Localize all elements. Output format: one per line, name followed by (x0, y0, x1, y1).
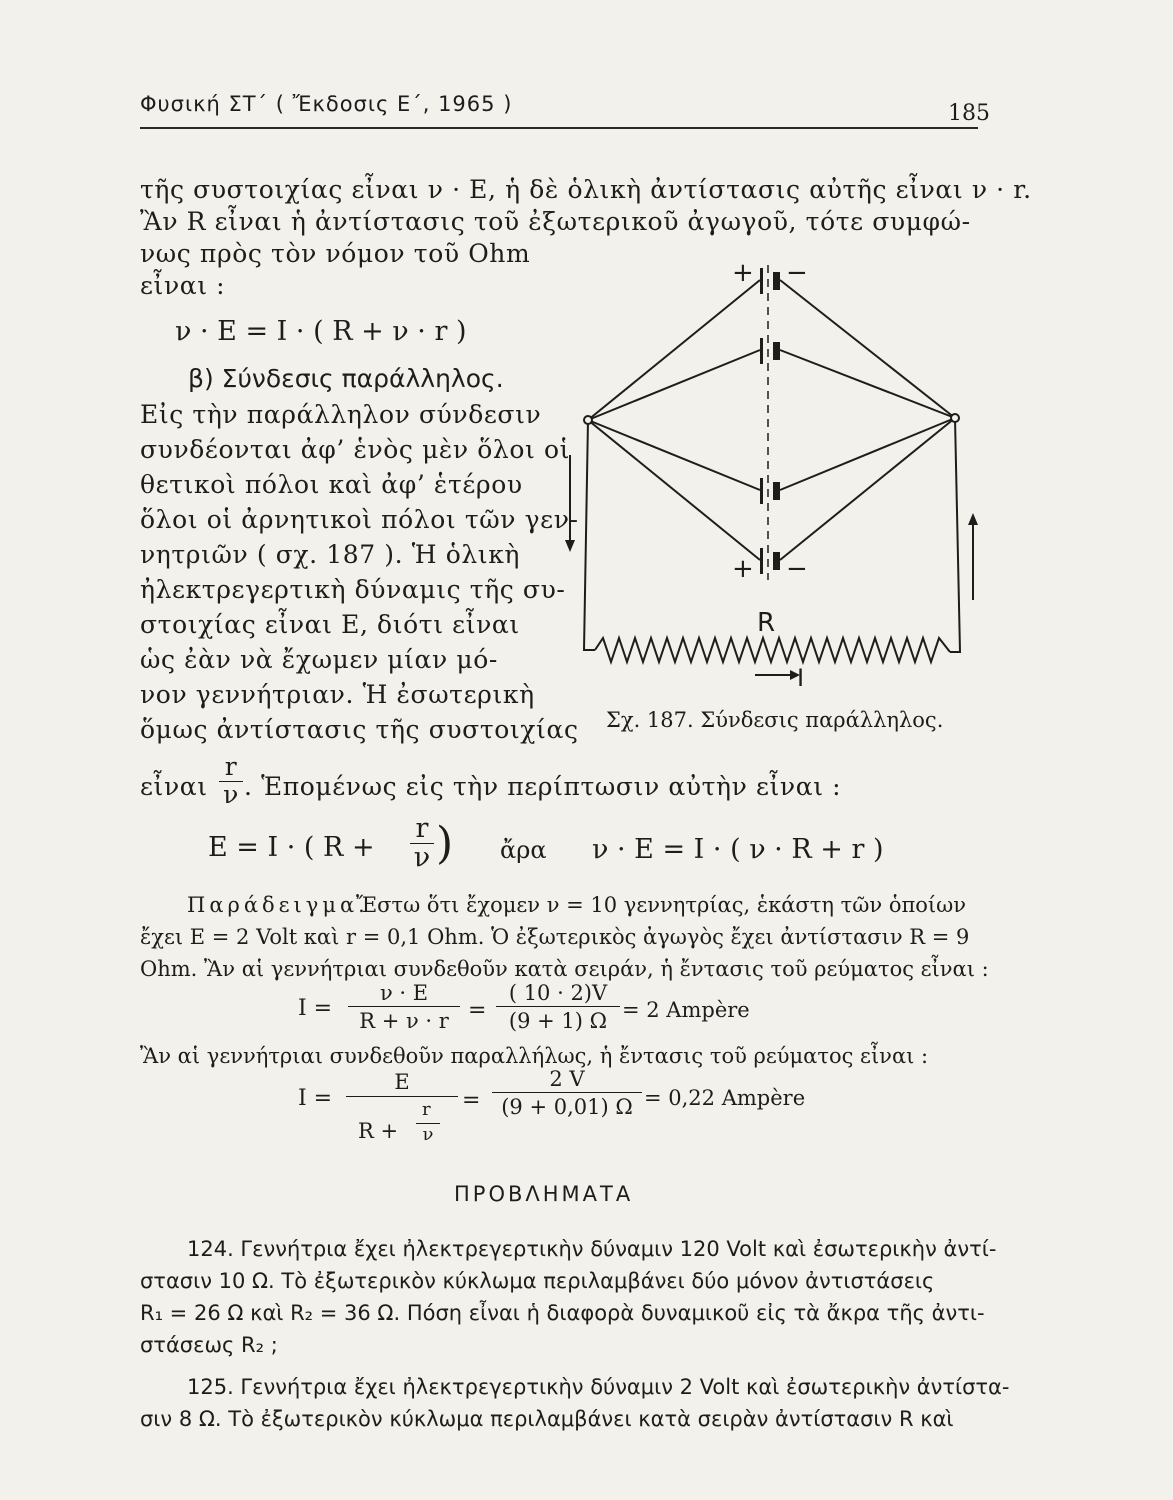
parallel-line: νητριῶν ( σχ. 187 ). Ἡ ὁλικὴ (140, 540, 521, 569)
parallel-line: ὡς ἐὰν νὰ ἔχωμεν μίαν μό- (140, 645, 498, 674)
problem-124-line: στασιν 10 Ω. Τὸ ἐξωτερικὸν κύκλωμα περιλαμβάνει δύο μόνον ἀντιστάσεις (140, 1269, 935, 1293)
running-header: Φυσική ΣΤ΄ ( Ἔκδοσις Ε΄, 1965 ) (140, 92, 513, 116)
fraction-r-over-nu: $\frac{r}{\nu}$ (219, 752, 243, 808)
parallel-line: ὅμως ἀντίστασις τῆς συστοιχίας (140, 715, 579, 744)
problem-125-line: 125. Γεννήτρια ἔχει ἠλεκτρεγερτικὴν δύναμιν 2 Volt καὶ ἐσωτερικὴν ἀντίστα- (187, 1375, 1010, 1399)
parallel-line: ἠλεκτρεγερτικὴ δύναμις τῆς συ- (140, 575, 566, 604)
equation-word-ara: ἄρα (500, 836, 547, 864)
example-line-3: Ohm. Ἂν αἱ γεννήτριαι συνδεθοῦν κατὰ σειράν, ἡ ἔντασις τοῦ ρεύματος εἶναι : (140, 957, 989, 981)
parallel-line: στοιχίας εἶναι Ε, διότι εἶναι (140, 610, 520, 639)
current-label: I (797, 664, 805, 692)
plus-sign-bottom: + (732, 554, 754, 584)
eq1-result: = 2 Ampère (622, 998, 750, 1022)
eq2-result: = 0,22 Ampère (644, 1086, 806, 1110)
eq1-fraction-1: $\frac{\nu \cdot E}{R + \nu \cdot r}$ (348, 980, 460, 1035)
equation-parallel-paren: ) (436, 818, 454, 869)
parallel-line: νον γεννήτριαν. Ἡ ἐσωτερικὴ (140, 680, 535, 709)
problem-124-line: 124. Γεννήτρια ἔχει ἠλεκτρεγερτικὴν δύναμιν 120 Volt καὶ ἐσωτερικὴν ἀντί- (187, 1237, 997, 1261)
minus-sign-bottom: − (786, 554, 808, 584)
eq2-denominator-num: r (422, 1099, 431, 1120)
internal-resistance-prefix: εἶναι (140, 772, 208, 801)
header-rule (140, 127, 978, 129)
example-label: Παράδειγμα. (187, 893, 369, 917)
body-line-1: τῆς συστοιχίας εἶναι ν · Ε, ἡ δὲ ὁλικὴ ἀντίστασις αὐτῆς εἶναι ν · r. (140, 175, 1032, 204)
minus-sign-top: − (786, 258, 808, 288)
resistor-label: R (757, 608, 776, 638)
parallel-line: θετικοὶ πόλοι καὶ ἀφ’ ἑτέρου (140, 470, 523, 499)
equation-series: ν · E = I · ( R + ν · r ) (175, 316, 467, 347)
problem-124-line: R₁ = 26 Ω καὶ R₂ = 36 Ω. Πόση εἶναι ἡ διαφορὰ δυναμικοῦ εἰς τὰ ἄκρα τῆς ἀντι- (140, 1301, 985, 1325)
problem-124-line: στάσεως R₂ ; (140, 1333, 278, 1357)
figure-caption: Σχ. 187. Σύνδεσις παράλληλος. (606, 708, 944, 732)
eq1-lhs: I = (298, 996, 333, 1021)
section-title-parallel: β) Σύνδεσις παράλληλος. (188, 364, 504, 393)
equation-parallel-left: E = I · ( R + (208, 832, 375, 863)
body-line-4: εἶναι : (140, 271, 226, 300)
parallel-line: Εἰς τὴν παράλληλον σύνδεσιν (140, 400, 542, 429)
page-number: 185 (948, 101, 990, 126)
eq2-fraction-2: $\frac{2 V}{(9 + 0,01) \Omega}$ (492, 1066, 642, 1121)
example-line-4: Ἂν αἱ γεννήτριαι συνδεθοῦν παραλλήλως, ἡ ἔντασις τοῦ ρεύματος εἶναι : (140, 1044, 929, 1068)
body-line-3: νως πρὸς τὸν νόμον τοῦ Ohm (140, 239, 531, 268)
eq2-denominator-den: ν (416, 1123, 440, 1145)
eq1-equals: = (468, 998, 487, 1023)
internal-resistance-text: . Ἑπομένως εἰς τὴν περίπτωσιν αὐτὴν εἶναι : (244, 772, 842, 801)
example-line-1: Ἔστω ὅτι ἔχομεν ν = 10 γεννητρίας, ἑκάστη τῶν ὁποίων (356, 893, 967, 917)
parallel-line: ὅλοι οἱ ἀρνητικοὶ πόλοι τῶν γεν- (140, 505, 579, 534)
eq2-denominator-prefix: R + (358, 1119, 399, 1143)
example-line-2: ἔχει E = 2 Volt καὶ r = 0,1 Ohm. Ὁ ἐξωτερικὸς ἀγωγὸς ἔχει ἀντίστασιν R = 9 (140, 925, 970, 949)
figure-187-parallel-circuit (560, 250, 990, 720)
fraction-r-over-nu-eq: $\frac{r}{\nu}$ (410, 815, 434, 872)
eq2-lhs: I = (298, 1086, 333, 1111)
equation-parallel-final: ν · E = I · ( ν · R + r ) (592, 834, 884, 865)
eq2-fraction-1: E R + r ν (346, 1068, 458, 1149)
problem-125-line: σιν 8 Ω. Τὸ ἐξωτερικὸν κύκλωμα περιλαμβάνει κατὰ σειρὰν ἀντίστασιν R καὶ (140, 1407, 954, 1431)
parallel-line: συνδέονται ἀφ’ ἑνὸς μὲν ὅλοι οἱ (140, 435, 571, 464)
eq2-equals: = (462, 1088, 481, 1113)
problems-title: ΠΡΟΒΛΗΜΑΤΑ (454, 1182, 634, 1206)
body-line-2: Ἂν R εἶναι ἡ ἀντίστασις τοῦ ἐξωτερικοῦ ἀγωγοῦ, τότε συμφώ- (140, 207, 971, 236)
eq1-fraction-2: $\frac{( 10 \cdot 2)V}{(9 + 1) \Omega}$ (496, 980, 620, 1035)
plus-sign-top: + (732, 258, 754, 288)
